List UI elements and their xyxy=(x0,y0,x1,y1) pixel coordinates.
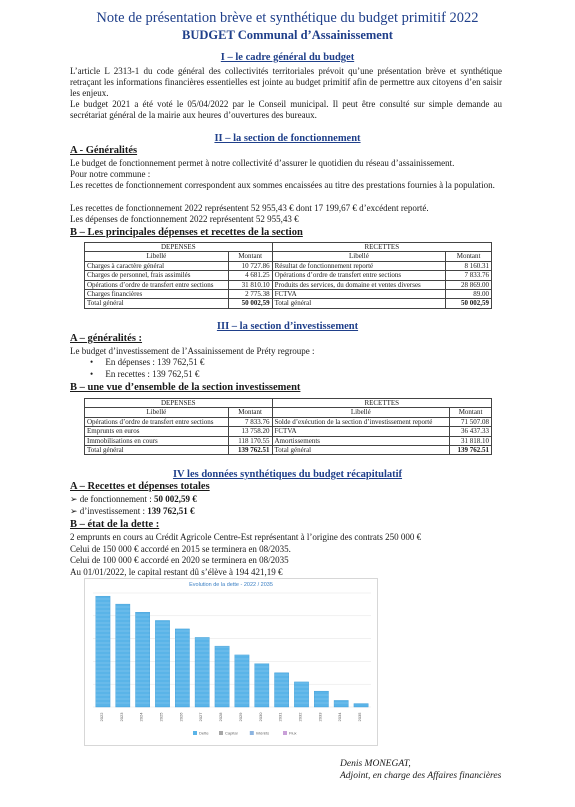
chart-x-tick-label: 2033 xyxy=(317,712,323,722)
dep-label: Opérations d’ordre de transfert entre sections xyxy=(85,417,229,426)
chart-x-tick-label: 2024 xyxy=(138,712,144,722)
document-subtitle: BUDGET Communal d’Assainissement xyxy=(182,28,393,42)
rec-label: Résultat de fonctionnement reporté xyxy=(272,261,446,270)
section1-heading: I – le cadre général du budget xyxy=(220,52,355,63)
rec-amount: 36 437.33 xyxy=(450,427,492,436)
chart-x-tick-label: 2022 xyxy=(98,712,104,722)
section2-heading: II – la section de fonctionnement xyxy=(214,133,361,144)
chart-bar-2035 xyxy=(354,704,368,707)
dep-amount: 4 681.25 xyxy=(228,271,272,280)
legend-label: Flux xyxy=(289,730,297,736)
table-row xyxy=(85,290,492,299)
fonctionnement-table xyxy=(84,242,492,309)
table-row xyxy=(85,436,492,445)
table-row xyxy=(85,261,492,270)
section3-a-intro: Le budget d’investissement de l’Assainissement de Préty regroupe : xyxy=(70,346,315,356)
chart-bar-2030 xyxy=(255,664,269,707)
chart-x-tick-label: 2029 xyxy=(237,712,243,722)
chart-bar-2025 xyxy=(155,620,169,707)
rec-label: Opérations d’ordre de transfert entre sections xyxy=(272,271,446,280)
rec-label: FCTVA xyxy=(272,427,450,436)
dep-amount: 2 775.38 xyxy=(228,290,272,299)
rec-label: FCTVA xyxy=(272,290,446,299)
bullet-icon: • xyxy=(90,357,94,367)
chart-x-tick-label: 2030 xyxy=(257,712,263,722)
chart-bar-2028 xyxy=(215,646,229,707)
chart-legend xyxy=(193,731,297,736)
chart-x-tick-label: 2027 xyxy=(198,712,204,722)
chart-bar-2031 xyxy=(274,673,288,707)
col-libelle: Libellé xyxy=(85,408,229,417)
section1-paragraph-2: Le budget 2021 a été voté le 05/04/2022 par le Conseil municipal. Il peut être consulté sur simple demande au secrétariat général de la mairie aux heures d’ouvertures des bureaux. xyxy=(70,99,502,120)
dep-total-amount: 139 762.51 xyxy=(228,446,272,455)
section4-a-heading: A – Recettes et dépenses totales xyxy=(70,481,210,492)
dep-total-amount: 50 002,59 xyxy=(228,299,272,308)
rec-amount: 71 507.08 xyxy=(450,417,492,426)
col-montant: Montant xyxy=(228,252,272,261)
dep-amount: 7 833.76 xyxy=(228,417,272,426)
legend-label: Capital xyxy=(225,730,238,736)
rec-title: RECETTES xyxy=(272,243,491,252)
chart-bar-2026 xyxy=(175,629,189,707)
chart-x-tick-label: 2032 xyxy=(297,712,303,722)
debt-chart-svg xyxy=(85,579,377,745)
section2-b-heading: B – Les principales dépenses et recettes de la section xyxy=(70,227,303,238)
dette-line-3: Celui de 100 000 € accordé en 2020 se terminera en 08/2035 xyxy=(70,555,289,565)
chart-x-tick-label: 2028 xyxy=(218,712,224,722)
bullet-icon: • xyxy=(90,369,94,379)
chart-x-tick-label: 2025 xyxy=(158,712,164,722)
rec-total-amount: 50 002,59 xyxy=(446,299,492,308)
total-label: d’investissement : xyxy=(79,506,148,516)
dep-label: Charges de personnel, frais assimilés xyxy=(85,271,229,280)
section3-heading: III – la section d’investissement xyxy=(216,321,359,332)
table-total-row xyxy=(85,446,492,455)
legend-label: Intérêts xyxy=(255,730,270,736)
investissement-table xyxy=(84,398,492,455)
total-label: de fonctionnement : xyxy=(79,494,155,504)
list-item xyxy=(90,369,199,379)
total-value: 50 002,59 € xyxy=(154,494,197,504)
debt-chart xyxy=(84,578,378,746)
document-title: Note de présentation brève et synthétique du budget primitif 2022 xyxy=(96,10,479,26)
dette-line-4: Au 01/01/2022, le capital restant dû s’élève à 194 421,19 € xyxy=(70,567,283,577)
rec-amount: 28 869.00 xyxy=(446,280,492,289)
list-item xyxy=(90,357,204,367)
section2-a-heading: A - Généralités xyxy=(70,145,138,156)
rec-label: Amortissements xyxy=(272,436,450,445)
rec-total-label: Total général xyxy=(272,446,450,455)
section2-a-line-5: Les dépenses de fonctionnement 2022 représentent 52 955,43 € xyxy=(70,214,299,224)
section1-paragraph-1: L’article L 2313-1 du code général des collectivités territoriales prévoit qu’une présentation brève et synthétique retraçant les informations financières essentielles est jointe au budget primitif afin de permettre aux citoyens d’en saisir les enjeux. xyxy=(70,66,502,98)
chart-bar-2023 xyxy=(116,604,130,707)
chart-x-tick-label: 2035 xyxy=(357,712,363,722)
legend-swatch xyxy=(219,731,223,735)
legend-label: Dette xyxy=(199,730,209,736)
dette-line-1: 2 emprunts en cours au Crédit Agricole Centre-Est représentant à l’origine des contrats 250 000 € xyxy=(70,532,422,542)
arrow-bullet-icon: ➢ xyxy=(70,494,78,504)
list-item xyxy=(70,494,197,505)
rec-amount: 89.00 xyxy=(446,290,492,299)
section4-heading: IV les données synthétiques du budget récapitulatif xyxy=(172,469,403,480)
chart-bar-2032 xyxy=(294,682,308,707)
chart-title: Evolution de la dette - 2022 / 2035 xyxy=(189,582,273,588)
section3-b-heading: B – une vue d’ensemble de la section investissement xyxy=(70,382,301,393)
table-row xyxy=(85,271,492,280)
chart-bar-2024 xyxy=(135,612,149,707)
chart-bar-2034 xyxy=(334,700,348,707)
chart-x-ticks xyxy=(99,712,362,722)
section2-a-line-3: Les recettes de fonctionnement correspondent aux sommes encaissées au titre des prestations fournies à la population. xyxy=(70,180,495,190)
bullet-text: En dépenses : 139 762,51 € xyxy=(105,357,205,367)
rec-title: RECETTES xyxy=(272,399,492,408)
list-item xyxy=(70,506,195,517)
col-montant: Montant xyxy=(228,408,272,417)
col-libelle: Libellé xyxy=(85,252,229,261)
dep-label: Opérations d’ordre de transfert entre sections xyxy=(85,280,229,289)
dep-label: Charges financières xyxy=(85,290,229,299)
chart-x-tick-label: 2034 xyxy=(337,712,343,722)
rec-total-label: Total général xyxy=(272,299,446,308)
rec-total-amount: 139 762.51 xyxy=(450,446,492,455)
chart-x-tick-label: 2023 xyxy=(118,712,124,722)
dep-title: DEPENSES xyxy=(85,243,273,252)
dep-total-label: Total général xyxy=(85,299,229,308)
section4-b-heading: B – état de la dette : xyxy=(70,519,160,530)
signature-name: Denis MONEGAT, xyxy=(340,759,411,769)
dep-amount: 13 758.20 xyxy=(228,427,272,436)
rec-amount: 31 818.10 xyxy=(450,436,492,445)
arrow-bullet-icon: ➢ xyxy=(70,506,78,516)
section3-a-heading: A – généralités : xyxy=(70,333,143,344)
chart-bars xyxy=(96,596,368,707)
dep-label: Emprunts en euros xyxy=(85,427,229,436)
legend-swatch xyxy=(250,731,254,735)
chart-x-tick-label: 2031 xyxy=(277,712,283,722)
col-montant: Montant xyxy=(446,252,492,261)
table-row xyxy=(85,427,492,436)
table-row xyxy=(85,280,492,289)
bullet-text: En recettes : 139 762,51 € xyxy=(105,369,200,379)
section2-a-line-4: Les recettes de fonctionnement 2022 représentent 52 955,43 € dont 17 199,67 € d’excédent reporté. xyxy=(70,203,429,213)
legend-swatch xyxy=(193,731,197,735)
chart-bar-2027 xyxy=(195,637,209,707)
chart-grid xyxy=(93,593,371,707)
rec-label: Solde d’exécution de la section d’investissement reporté xyxy=(272,417,450,426)
section2-a-line-1: Le budget de fonctionnement permet à notre collectivité d’assurer le quotidien du réseau d’assainissement. xyxy=(70,158,455,168)
col-libelle: Libellé xyxy=(272,408,450,417)
chart-bar-2022 xyxy=(96,596,110,707)
chart-x-tick-label: 2026 xyxy=(178,712,184,722)
dep-amount: 31 810.10 xyxy=(228,280,272,289)
rec-label: Produits des services, du domaine et ventes diverses xyxy=(272,280,446,289)
dep-label: Immobilisations en cours xyxy=(85,436,229,445)
signature-role: Adjoint, en charge des Affaires financières xyxy=(340,771,502,781)
rec-amount: 8 160.31 xyxy=(446,261,492,270)
col-libelle: Libellé xyxy=(272,252,446,261)
dep-amount: 118 170.55 xyxy=(228,436,272,445)
dette-line-2: Celui de 150 000 € accordé en 2015 se terminera en 08/2035. xyxy=(70,544,291,554)
dep-total-label: Total général xyxy=(85,446,229,455)
dep-title: DEPENSES xyxy=(85,399,273,408)
col-montant: Montant xyxy=(450,408,492,417)
rec-amount: 7 833.76 xyxy=(446,271,492,280)
dep-label: Charges à caractère général xyxy=(85,261,229,270)
table-total-row xyxy=(85,299,492,308)
table-row xyxy=(85,417,492,426)
section2-a-line-2: Pour notre commune : xyxy=(70,169,151,179)
dep-amount: 10 727.86 xyxy=(228,261,272,270)
total-value: 139 762,51 € xyxy=(147,506,195,516)
legend-swatch xyxy=(283,731,287,735)
